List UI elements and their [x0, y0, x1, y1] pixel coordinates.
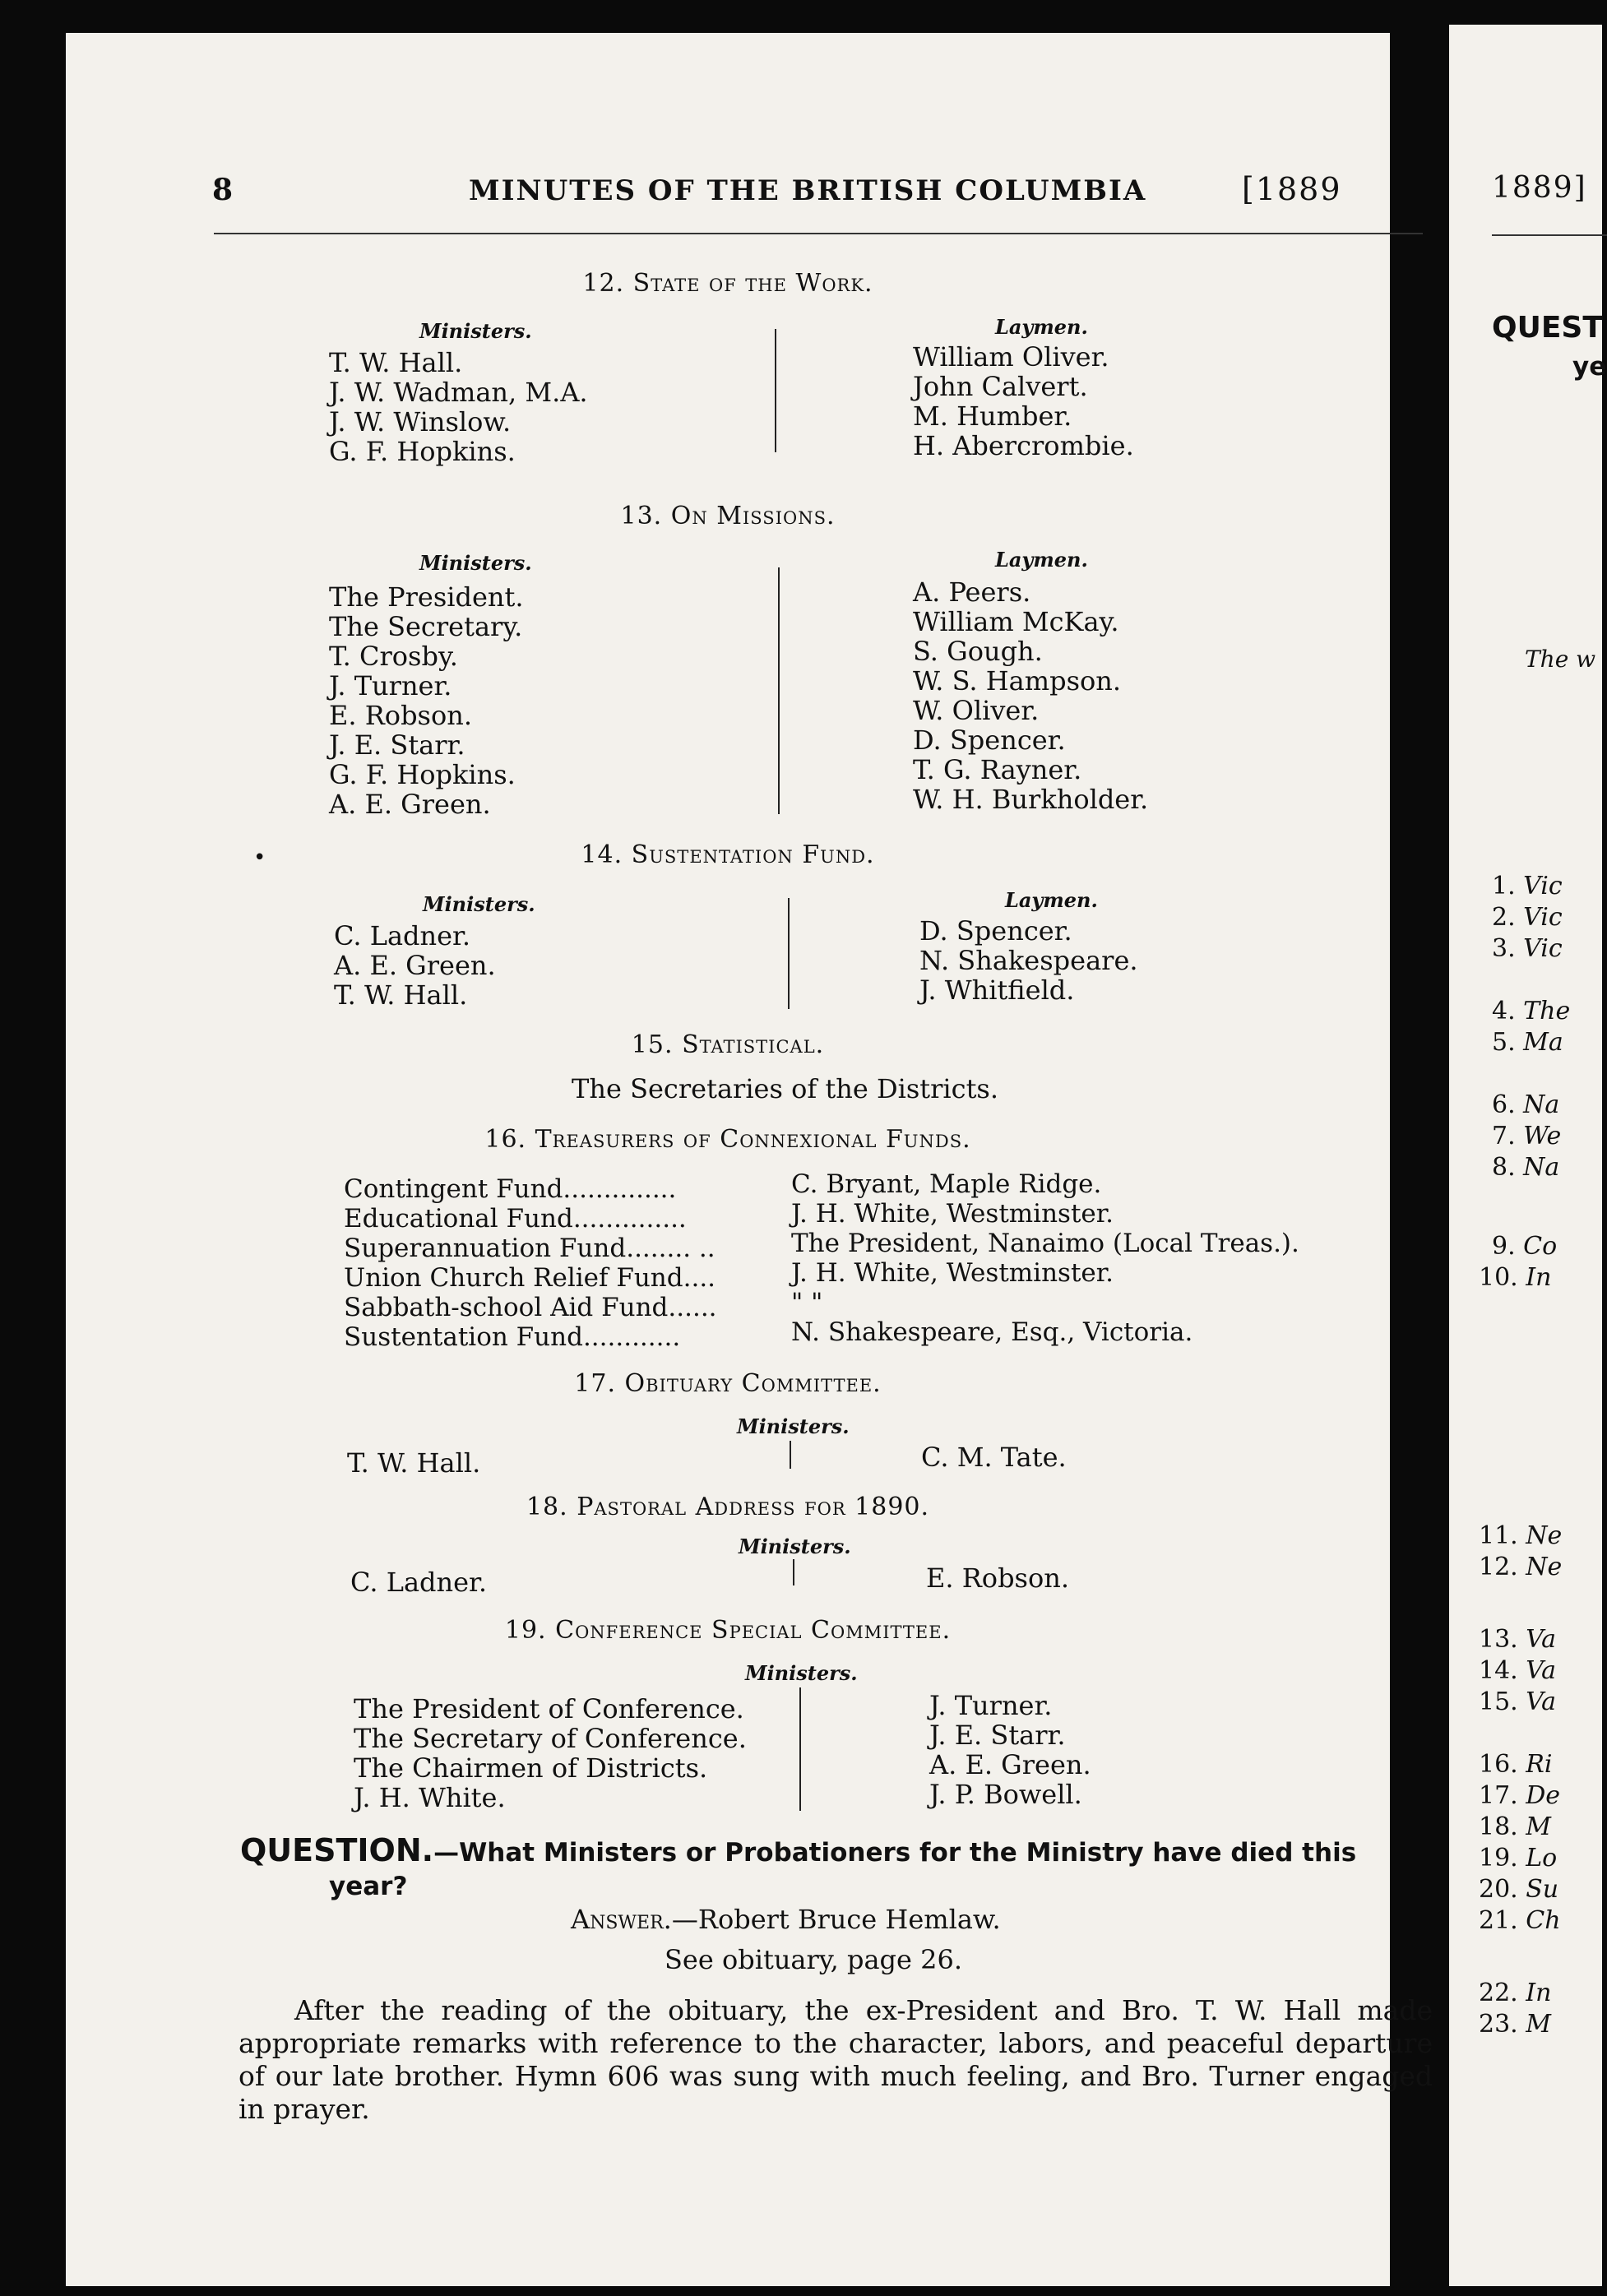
fund-treasurer: The President, Nanaimo (Local Treas.). [791, 1229, 1299, 1258]
laymen-label: Laymen. [995, 315, 1088, 339]
right-header-rule [1492, 234, 1607, 236]
page-number: 8 [212, 173, 235, 207]
right-list-item: 3. Vic [1492, 934, 1563, 963]
layman-name: A. Peers. [913, 576, 1031, 608]
minister-name: T. W. Hall. [334, 979, 468, 1011]
question-line2: year? [329, 1872, 408, 1901]
minister-name: The President. [329, 581, 524, 613]
section-12-laymen [913, 342, 1134, 461]
right-list-item: 8. Na [1492, 1153, 1560, 1182]
section-15-title: 15. Statistical. [631, 1030, 825, 1059]
fund-name: Sabbath-school Aid Fund...... [344, 1293, 717, 1322]
column-divider [778, 567, 780, 814]
section-15-body: The Secretaries of the Districts. [572, 1073, 999, 1104]
obituary-reference: See obituary, page 26. [665, 1944, 963, 1975]
right-header-year: 1889] [1492, 171, 1587, 205]
right-list-item: 21. Ch [1479, 1906, 1561, 1935]
section-19-left [354, 1694, 747, 1812]
fund-name: Contingent Fund.............. [344, 1174, 677, 1204]
layman-name: J. Whitfield. [919, 974, 1075, 1006]
right-list-item: 18. M [1479, 1812, 1551, 1841]
ministers-label: Ministers. [739, 1535, 851, 1558]
section-14-ministers [334, 921, 496, 1010]
layman-name: William McKay. [913, 606, 1119, 637]
address-member-right: E. Robson. [926, 1562, 1070, 1594]
layman-name: D. Spencer. [919, 915, 1072, 947]
right-list-item: 17. De [1479, 1781, 1561, 1810]
right-list-item: 9. Co [1492, 1232, 1558, 1261]
laymen-label: Laymen. [1005, 888, 1098, 912]
fund-treasurer: " " [791, 1288, 823, 1317]
right-list-item: 13. Va [1479, 1625, 1557, 1654]
question: QUESTION.—What Ministers or Probationers for the Ministry have died this [240, 1832, 1357, 1868]
ministers-label: Ministers. [419, 551, 532, 575]
right-list-item: 4. The [1492, 997, 1571, 1025]
right-list-item: 7. We [1492, 1122, 1562, 1150]
margin-mark: • [253, 845, 266, 870]
header-rule [214, 233, 1423, 234]
minister-name: J. H. White. [354, 1782, 506, 1813]
right-question-fragment-2: ye [1572, 352, 1607, 382]
minister-name: T. W. Hall. [329, 347, 463, 378]
fund-name: Superannuation Fund........ .. [344, 1234, 716, 1263]
ministers-label: Ministers. [745, 1661, 858, 1685]
right-page [1449, 25, 1607, 2286]
minister-name: The Secretary. [329, 611, 523, 642]
minister-name: J. W. Wadman, M.A. [329, 377, 588, 408]
minister-name: G. F. Hopkins. [329, 759, 516, 790]
minister-name: G. F. Hopkins. [329, 436, 516, 467]
right-list-item: 16. Ri [1479, 1750, 1553, 1779]
minister-name: T. Crosby. [329, 641, 458, 672]
answer: Answer.—Robert Bruce Hemlaw. [571, 1904, 1001, 1935]
right-list-item: 6. Na [1492, 1090, 1560, 1119]
fund-name: Sustentation Fund............ [344, 1322, 681, 1352]
minister-name: A. E. Green. [329, 789, 491, 820]
minister-name: J. Turner. [929, 1690, 1053, 1721]
right-question-fragment: QUEST [1492, 311, 1603, 345]
fund-name: Union Church Relief Fund.... [344, 1263, 716, 1293]
layman-name: W. H. Burkholder. [913, 784, 1149, 815]
right-list-item: 23. M [1479, 2010, 1551, 2039]
layman-name: D. Spencer. [913, 724, 1066, 756]
column-divider [799, 1687, 801, 1811]
fund-treasurer: J. H. White, Westminster. [791, 1258, 1114, 1288]
section-13-ministers [329, 582, 524, 819]
column-divider [788, 898, 790, 1009]
left-page [66, 33, 1433, 2286]
obituary-member-left: T. W. Hall. [347, 1447, 481, 1479]
layman-name: N. Shakespeare. [919, 945, 1138, 976]
section-19-title: 19. Conference Special Committee. [504, 1616, 952, 1645]
fund-treasurer: C. Bryant, Maple Ridge. [791, 1169, 1102, 1199]
header-year: [1889 [1242, 171, 1342, 207]
column-divider [775, 329, 776, 452]
layman-name: M. Humber. [913, 400, 1072, 432]
layman-name: H. Abercrombie. [913, 430, 1134, 461]
minister-name: J. E. Starr. [329, 729, 465, 761]
layman-name: W. Oliver. [913, 695, 1040, 726]
section-16-title: 16. Treasurers of Connexional Funds. [484, 1125, 971, 1154]
minister-name: J. W. Winslow. [329, 406, 512, 437]
layman-name: S. Gough. [913, 636, 1043, 667]
right-list-item: 11. Ne [1479, 1521, 1563, 1550]
ministers-label: Ministers. [419, 319, 532, 343]
column-divider [790, 1441, 791, 1469]
fund-name: Educational Fund.............. [344, 1204, 687, 1234]
section-18-title: 18. Pastoral Address for 1890. [526, 1493, 930, 1521]
minister-name: A. E. Green. [334, 950, 496, 981]
right-list-item: 15. Va [1479, 1687, 1557, 1716]
question-label: QUESTION. [240, 1832, 434, 1868]
right-list-item: 20. Su [1479, 1875, 1559, 1904]
minister-name: J. Turner. [329, 670, 452, 701]
section-19-right [929, 1691, 1091, 1809]
minister-name: J. P. Bowell. [929, 1779, 1082, 1810]
section-17-title: 17. Obituary Committee. [574, 1369, 882, 1398]
layman-name: William Oliver. [913, 341, 1109, 373]
column-divider [793, 1559, 794, 1585]
section-13-title: 13. On Missions. [620, 502, 836, 530]
right-list-item: 1. Vic [1492, 872, 1563, 900]
layman-name: W. S. Hampson. [913, 665, 1122, 697]
section-14-title: 14. Sustentation Fund. [581, 840, 875, 869]
obituary-member-right: C. M. Tate. [921, 1442, 1067, 1473]
minister-name: E. Robson. [329, 700, 473, 731]
section-12-title: 12. State of the Work. [582, 269, 873, 298]
right-italic-fragment: The w [1525, 646, 1596, 673]
fund-treasurer: J. H. White, Westminster. [791, 1199, 1114, 1229]
ministers-label: Ministers. [737, 1414, 850, 1438]
minister-name: A. E. Green. [929, 1749, 1091, 1780]
minutes-paragraph: After the reading of the obituary, the ex-President and Bro. T. W. Hall made appropriate remarks with reference to the character, labors, and peaceful departure of our late brother. Hymn 606 was sung with much feeling, and Bro. Turner engaged in prayer. [239, 1994, 1433, 2125]
fund-treasurer: N. Shakespeare, Esq., Victoria. [791, 1317, 1193, 1347]
ministers-label: Ministers. [423, 892, 535, 916]
section-14-laymen [919, 916, 1138, 1005]
section-13-laymen [913, 577, 1148, 814]
right-list-item: 10. In [1479, 1263, 1552, 1292]
right-list-item: 12. Ne [1479, 1553, 1563, 1581]
minister-name: The Chairmen of Districts. [354, 1752, 708, 1784]
right-list-item: 14. Va [1479, 1656, 1557, 1685]
right-list-item: 5. Ma [1492, 1028, 1563, 1057]
right-list-item: 22. In [1479, 1979, 1552, 2007]
minister-name: C. Ladner. [334, 920, 470, 951]
running-title: MINUTES OF THE BRITISH COLUMBIA [469, 174, 1147, 207]
minister-name: J. E. Starr. [929, 1720, 1066, 1751]
section-12-ministers [329, 348, 588, 466]
right-list-item: 19. Lo [1479, 1844, 1558, 1872]
laymen-label: Laymen. [995, 548, 1088, 572]
right-list-item: 2. Vic [1492, 903, 1563, 932]
layman-name: John Calvert. [913, 371, 1088, 402]
layman-name: T. G. Rayner. [913, 754, 1082, 785]
address-member-left: C. Ladner. [350, 1567, 487, 1598]
minister-name: The President of Conference. [354, 1693, 744, 1724]
minister-name: The Secretary of Conference. [354, 1723, 747, 1754]
